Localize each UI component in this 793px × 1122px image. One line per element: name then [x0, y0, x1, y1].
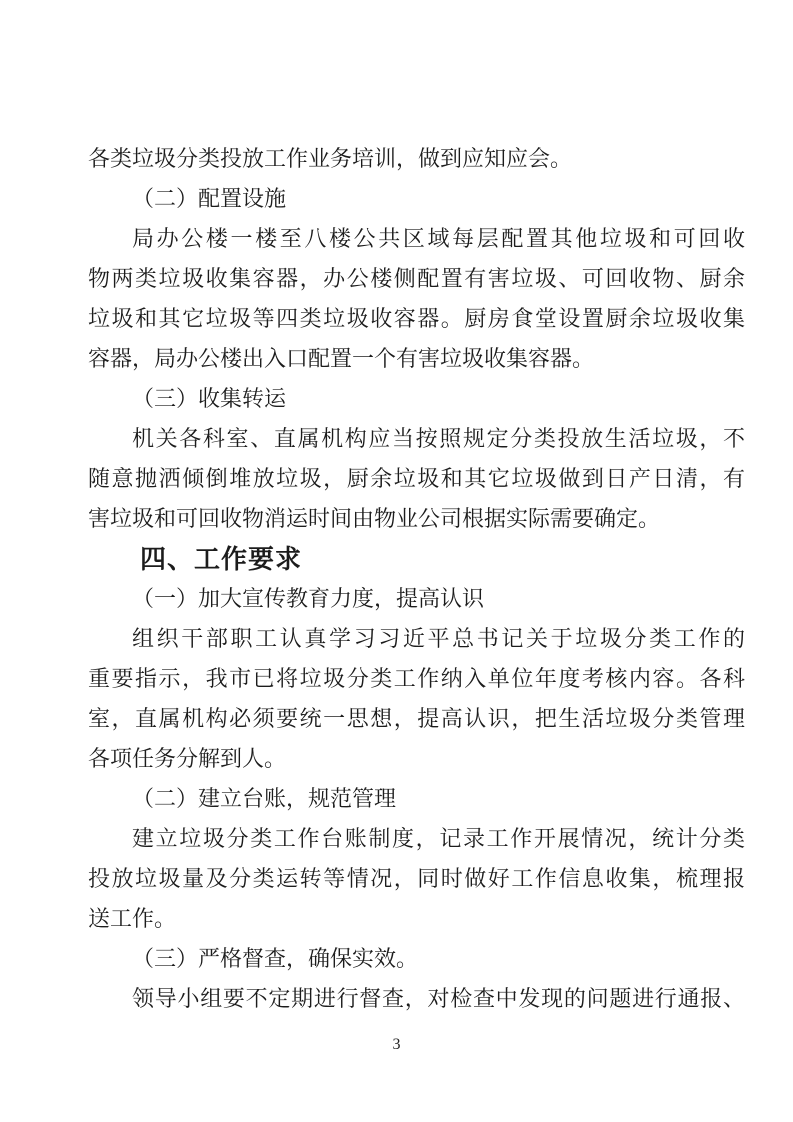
text-line: 各类垃圾分类投放工作业务培训，做到应知应会。	[88, 146, 573, 171]
page-footer	[0, 1036, 793, 1054]
text-line: 害垃圾和可回收物消运时间由物业公司根据实际需要确定。	[88, 506, 661, 531]
text-line: 重要指示，我市已将垃圾分类工作纳入单位年度考核内容。各科	[88, 666, 745, 691]
text-line: 随意抛洒倾倒堆放垃圾，厨余垃圾和其它垃圾做到日产日清，有	[88, 466, 745, 491]
text-line: 物两类垃圾收集容器，办公楼侧配置有害垃圾、可回收物、厨余	[88, 266, 745, 291]
subsection-heading: （二）建立台账，规范管理	[132, 786, 397, 811]
text-line: 室，直属机构必须要统一思想，提高认识，把生活垃圾分类管理	[88, 706, 745, 731]
subsection-heading: （三）严格督查，确保实效。	[132, 946, 419, 971]
text-line: 投放垃圾量及分类运转等情况，同时做好工作信息收集，梳理报	[88, 866, 745, 891]
text-line: 局办公楼一楼至八楼公共区域每层配置其他垃圾和可回收	[132, 226, 745, 251]
text-line: 组织干部职工认真学习习近平总书记关于垃圾分类工作的	[132, 626, 745, 651]
text-line: 送工作。	[88, 906, 177, 931]
subsection-heading: （三）收集转运	[132, 386, 287, 411]
text-line: 各项任务分解到人。	[88, 746, 287, 771]
text-line: 建立垃圾分类工作台账制度，记录工作开展情况，统计分类	[132, 826, 745, 851]
page-number: 3	[392, 1036, 401, 1053]
text-line: 领导小组要不定期进行督查，对检查中发现的问题进行通报、	[132, 986, 745, 1011]
subsection-heading: （一）加大宣传教育力度，提高认识	[132, 586, 485, 611]
text-line: 机关各科室、直属机构应当按照规定分类投放生活垃圾，不	[132, 426, 745, 451]
document-body	[88, 139, 745, 1019]
text-line: 容器，局办公楼出入口配置一个有害垃圾收集容器。	[88, 346, 595, 371]
subsection-heading: （二）配置设施	[132, 186, 287, 211]
text-line: 垃圾和其它垃圾等四类垃圾收容器。厨房食堂设置厨余垃圾收集	[88, 306, 745, 331]
section-heading: 四、工作要求	[140, 544, 303, 574]
